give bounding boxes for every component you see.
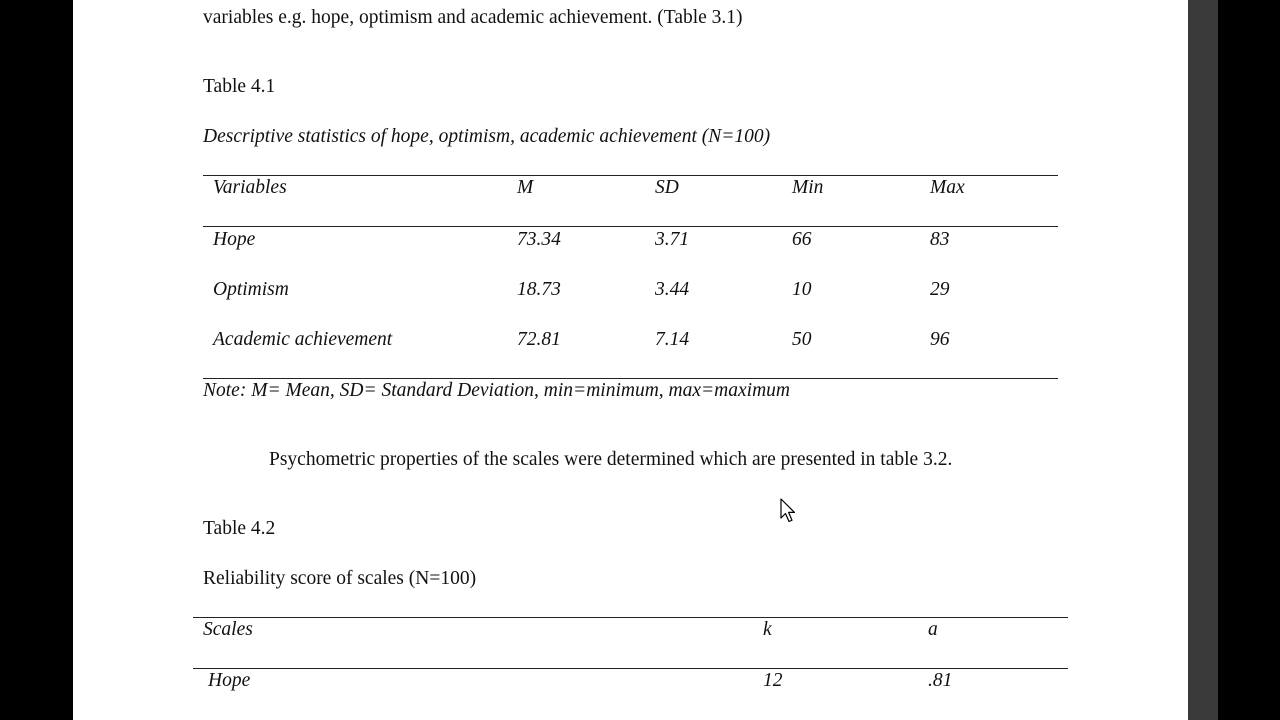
table2-caption: Reliability score of scales (N=100) <box>203 568 477 589</box>
table1-note: Note: M= Mean, SD= Standard Deviation, min=minimum, max=maximum <box>203 380 790 401</box>
intro-line: variables e.g. hope, optimism and academic achievement. (Table 3.1) <box>203 7 743 28</box>
table1-header-sd: SD <box>655 177 679 198</box>
table1-cell-m: 73.34 <box>517 229 561 250</box>
paragraph-text: Psychometric properties of the scales were determined which are presented in table 3.2. <box>269 449 953 470</box>
table1-header-rule <box>203 226 1058 227</box>
table1-header-min: Min <box>792 177 824 198</box>
table1-cell-max: 96 <box>930 329 950 350</box>
table2-cell-k: 12 <box>763 670 783 691</box>
mouse-pointer-icon <box>780 498 798 524</box>
viewer-gutter <box>1188 0 1218 720</box>
table1-cell-m: 18.73 <box>517 279 561 300</box>
table2-header-a: a <box>928 619 938 640</box>
table1-caption: Descriptive statistics of hope, optimism, academic achievement (N=100) <box>203 126 771 147</box>
table2-header-scales: Scales <box>203 619 253 640</box>
table1-label: Table 4.1 <box>203 76 276 97</box>
table2-header-k: k <box>763 619 772 640</box>
table1-cell-min: 50 <box>792 329 812 350</box>
table1-header-variables: Variables <box>213 177 287 198</box>
table2-label: Table 4.2 <box>203 518 276 539</box>
table1-cell-variable: Optimism <box>213 279 289 300</box>
table1-cell-sd: 7.14 <box>655 329 690 350</box>
table1-top-rule <box>203 175 1058 176</box>
table1-cell-max: 29 <box>930 279 950 300</box>
table1-cell-variable: Academic achievement <box>213 329 393 350</box>
table1-cell-variable: Hope <box>213 229 256 250</box>
table1-cell-sd: 3.71 <box>655 229 690 250</box>
table1-bottom-rule <box>203 378 1058 379</box>
table2-top-rule <box>193 617 1068 618</box>
document-page <box>73 0 1188 720</box>
table1-cell-min: 10 <box>792 279 812 300</box>
table2-cell-a: .81 <box>928 670 953 691</box>
table1-header-max: Max <box>930 177 965 198</box>
table1-cell-sd: 3.44 <box>655 279 690 300</box>
table1-cell-min: 66 <box>792 229 812 250</box>
table1-cell-m: 72.81 <box>517 329 561 350</box>
table2-header-rule <box>193 668 1068 669</box>
table2-cell-scale: Hope <box>208 670 251 691</box>
table1-cell-max: 83 <box>930 229 950 250</box>
table1-header-m: M <box>517 177 534 198</box>
